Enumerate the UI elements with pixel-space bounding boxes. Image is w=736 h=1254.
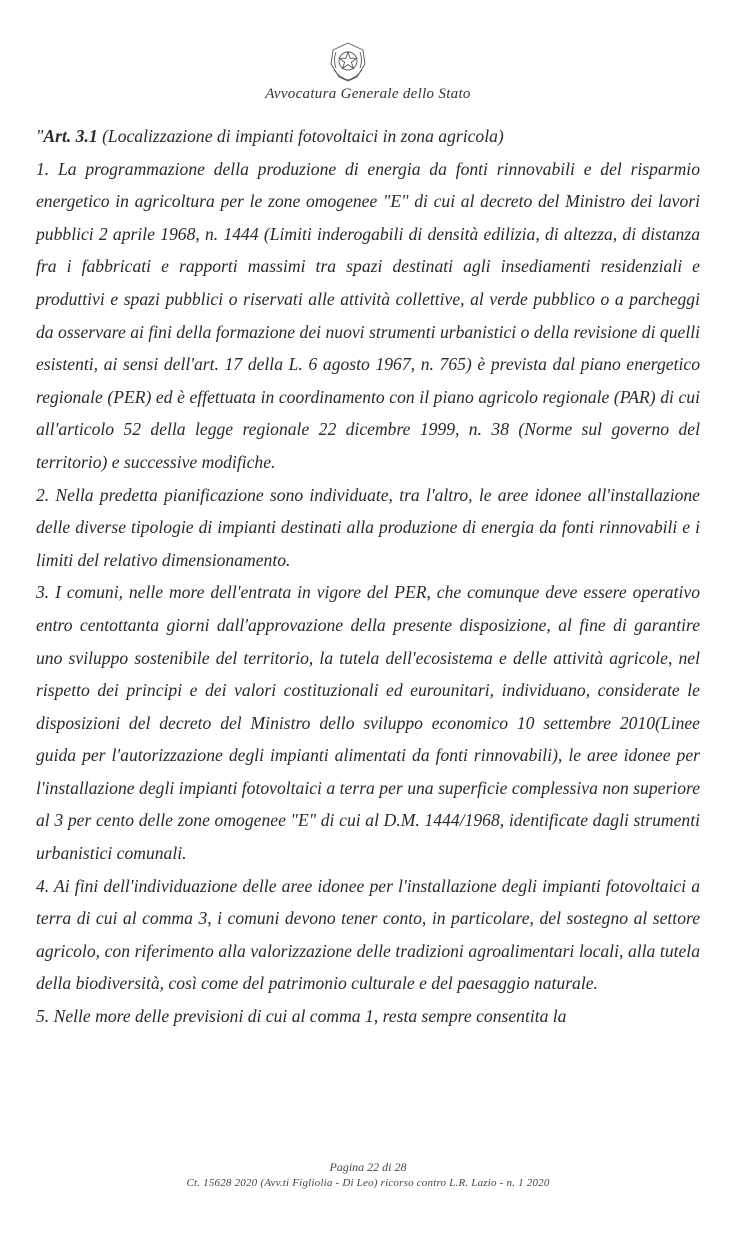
article-number: Art. 3.1: [43, 126, 98, 146]
paragraph-5: 5. Nelle more delle previsioni di cui al comma 1, resta sempre consentita la: [36, 1006, 567, 1027]
page-number: Pagina 22 di 28: [329, 1160, 407, 1174]
article-heading: [36, 120, 700, 153]
italian-republic-emblem-icon: [328, 40, 368, 84]
quote-mark: ": [36, 126, 44, 146]
paragraph-2: 2. Nella predetta pianificazione sono individuate, tra l'altro, le aree idonee all'installazione delle diverse tipologie di impianti destinati alla produzione di energia da fonti rinnovabili e i limiti del relativo dimensionamento.: [36, 484, 700, 570]
article-body: [36, 120, 700, 1033]
case-reference: Ct. 15628 2020 (Avv.ti Figliolia - Di Leo) ricorso contro L.R. Lazio - n. 1 2020: [186, 1177, 550, 1189]
paragraph-1: 1. La programmazione della produzione di energia da fonti rinnovabili e del risparmio energetico in agricoltura per le zone omogenee "E" di cui al decreto del Ministro dei lavori pubblici 2 aprile 1968, n. 1444 (Limiti inderogabili di densità edilizia, di altezza, di distanza fra i fabbricati e rapporti massimi tra spazi destinati agli insediamenti residenziali e produttivi e spazi pubblici o riservati alle attività collettive, al verde pubblico o a parcheggi da osservare ai fini della formazione dei nuovi strumenti urbanistici o della revisione di quelli esistenti, ai sensi dell'art. 17 della L. 6 agosto 1967, n. 765) è prevista dal piano energetico regionale (PER) ed è effettuata in coordinamento con il piano agricolo regionale (PAR) di cui all'articolo 52 della legge regionale 22 dicembre 1999, n. 38 (Norme sul governo del territorio) e successive modifiche.: [36, 158, 700, 472]
paragraph-3: 3. I comuni, nelle more dell'entrata in vigore del PER, che comunque deve essere operativo entro centottanta giorni dall'approvazione della presente disposizione, al fine di garantire uno sviluppo sostenibile del territorio, la tutela dell'ecosistema e delle attività agricole, nel rispetto dei principi e dei valori costituzionali ed eurounitari, individuano, considerate le disposizioni del decreto del Ministro dello sviluppo economico 10 settembre 2010(Linee guida per l'autorizzazione degli impianti alimentati da fonti rinnovabili), le aree idonee per l'installazione degli impianti fotovoltaici a terra per una superficie complessiva non superiore al 3 per cento delle zone omogenee "E" di cui al D.M. 1444/1968, identificate dagli strumenti urbanistici comunali.: [36, 582, 700, 864]
paragraph-4: 4. Ai fini dell'individuazione delle aree idonee per l'installazione degli impianti fotovoltaici a terra di cui al comma 3, i comuni devono tener conto, in particolare, del sostegno al settore agricolo, con riferimento alla valorizzazione delle tradizioni agroalimentari locali, alla tutela della biodiversità, così come del patrimonio culturale e del paesaggio naturale.: [36, 875, 700, 994]
article-title: (Localizzazione di impianti fotovoltaici in zona agricola): [102, 126, 504, 146]
office-header-title: Avvocatura Generale dello Stato: [265, 86, 471, 102]
